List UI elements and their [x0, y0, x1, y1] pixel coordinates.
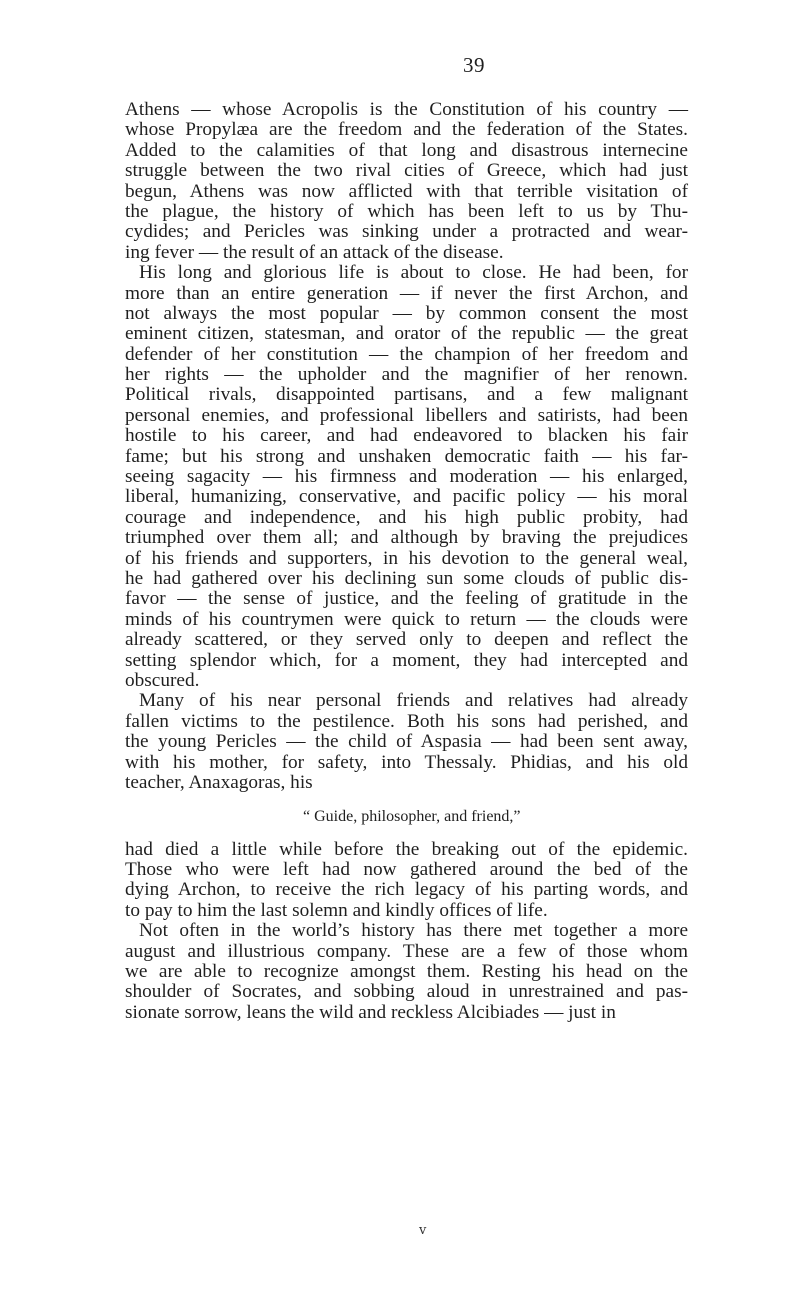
text-line: whose Propylæa are the freedom and the federation of the States. [125, 119, 688, 141]
text-line: minds of his countrymen were quick to return — the clouds were [125, 608, 688, 630]
text-line: already scattered, or they served only to deepen and reflect the [125, 629, 688, 651]
paragraph [125, 840, 688, 922]
text-line: courage and independence, and his high public probity, had [125, 506, 688, 528]
paragraph [125, 100, 688, 263]
text-line: august and illustrious company. These are a few of those whom [125, 940, 688, 962]
text-line: favor — the sense of justice, and the feeling of gratitude in the [125, 588, 688, 610]
text-line: Athens — whose Acropolis is the Constitution of his country — [125, 99, 688, 120]
text-line: Not often in the world’s history has there met together a more [139, 920, 688, 942]
text-line: His long and glorious life is about to close. He had been, for [139, 262, 688, 284]
text-line: more than an entire generation — if never the first Archon, and [125, 282, 688, 304]
text-line: cydides; and Pericles was sinking under a protracted and wear- [125, 221, 688, 243]
text-line: he had gathered over his declining sun some clouds of public dis- [125, 567, 688, 589]
text-line: personal enemies, and professional libellers and satirists, had been [125, 404, 688, 426]
text-line: not always the most popular — by common consent the most [125, 302, 688, 324]
text-line: liberal, humanizing, conservative, and pacific policy — his moral [125, 486, 688, 508]
text-line: the young Pericles — the child of Aspasia — had been sent away, [125, 731, 688, 753]
text-line: struggle between the two rival cities of Greece, which had just [125, 160, 688, 182]
text-line: dying Archon, to receive the rich legacy of his parting words, and [125, 879, 688, 901]
text-line: defender of her constitution — the champion of her freedom and [125, 343, 688, 365]
text-line: triumphed over them all; and although by braving the prejudices [125, 527, 688, 549]
block-quote: “ Guide, philosopher, and friend,” [303, 808, 521, 826]
text-line: seeing sagacity — his firmness and moderation — his enlarged, [125, 466, 688, 488]
text-line: shoulder of Socrates, and sobbing aloud in unrestrained and pas- [125, 981, 688, 1003]
page-number: 39 [463, 53, 485, 77]
text-line: fame; but his strong and unshaken democratic faith — his far- [125, 445, 688, 467]
text-line: Many of his near personal friends and relatives had already [139, 690, 688, 712]
text-line: obscured. [125, 669, 200, 691]
paragraph [125, 263, 688, 691]
text-line: teacher, Anaxagoras, his [125, 771, 313, 793]
text-line: Those who were left had now gathered around the bed of the [125, 859, 688, 881]
text-line: hostile to his career, and had endeavored to blacken his fair [125, 425, 688, 447]
signature-mark: ⅴ [419, 1222, 427, 1237]
text-line: eminent citizen, statesman, and orator of the republic — the great [125, 323, 688, 345]
paragraphs-after-quote [125, 840, 688, 1024]
body-text [125, 100, 688, 1023]
text-line: ing fever — the result of an attack of the disease. [125, 241, 504, 263]
text-line: Political rivals, disappointed partisans, and a few malignant [125, 384, 688, 406]
text-line: to pay to him the last solemn and kindly offices of life. [125, 899, 548, 921]
text-line: begun, Athens was now afflicted with that terrible visitation of [125, 180, 688, 202]
text-line: setting splendor which, for a moment, they had intercepted and [125, 649, 688, 671]
text-line: we are able to recognize amongst them. Resting his head on the [125, 961, 688, 983]
text-line: of his friends and supporters, in his devotion to the general weal, [125, 547, 688, 569]
paragraph [125, 921, 688, 1023]
paragraph [125, 691, 688, 793]
text-line: the plague, the history of which has been left to us by Thu- [125, 200, 688, 222]
text-line: had died a little while before the breaking out of the epidemic. [125, 838, 688, 860]
text-line: fallen victims to the pestilence. Both his sons had perished, and [125, 710, 688, 732]
text-line: Added to the calamities of that long and disastrous internecine [125, 139, 688, 161]
paragraphs-before-quote [125, 100, 688, 793]
text-line: her rights — the upholder and the magnifier of her renown. [125, 364, 688, 386]
text-line: with his mother, for safety, into Thessaly. Phidias, and his old [125, 751, 688, 773]
text-line: sionate sorrow, leans the wild and reckless Alcibiades — just in [125, 1001, 616, 1023]
